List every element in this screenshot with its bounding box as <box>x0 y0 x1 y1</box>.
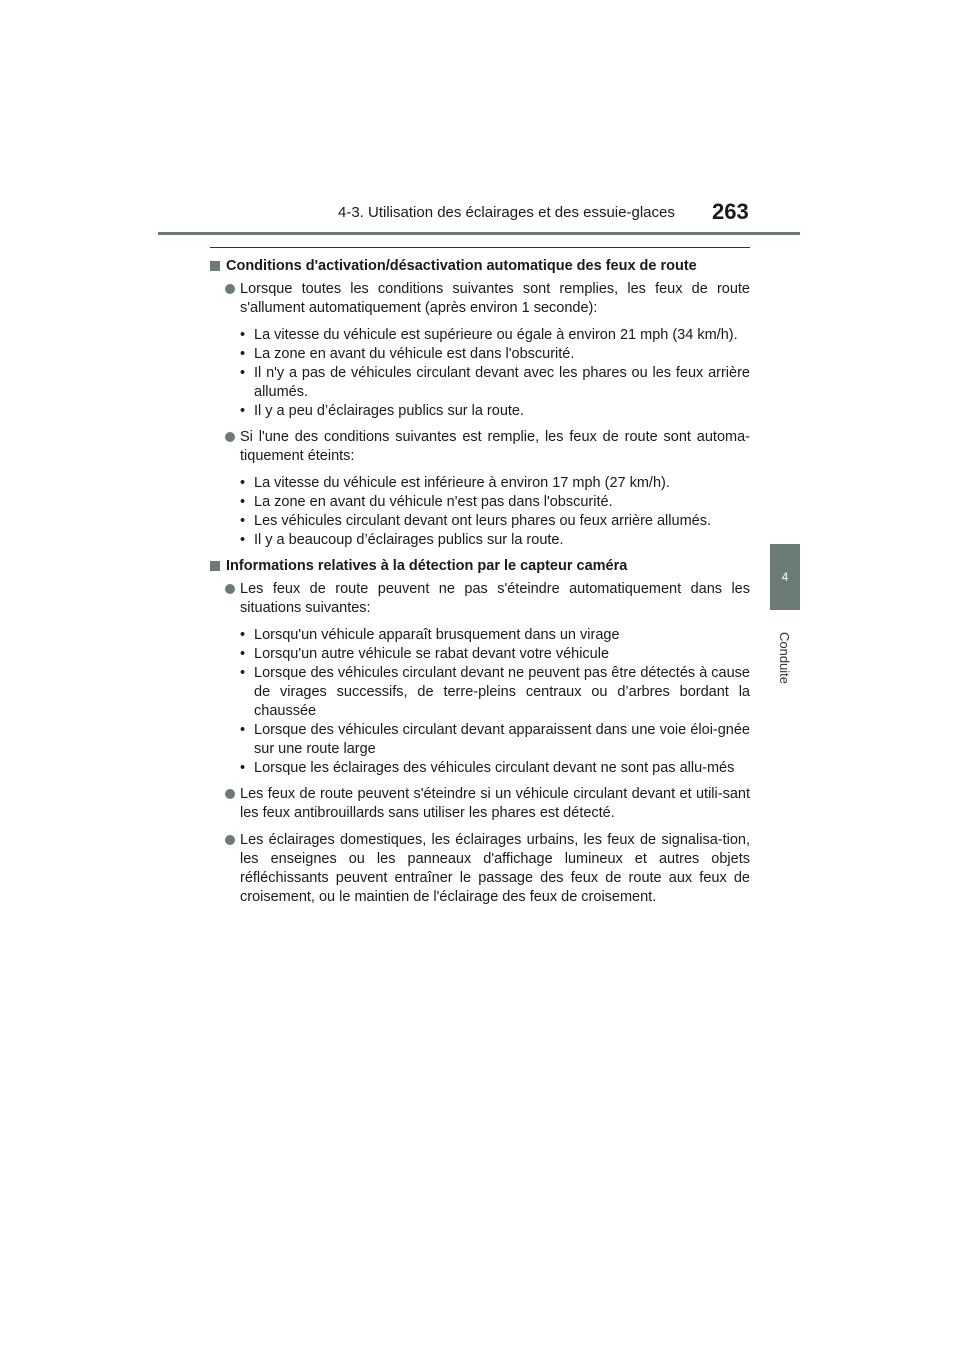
bullet-paragraph <box>210 580 750 618</box>
sub-list-item <box>240 645 750 664</box>
bullet-paragraph <box>210 428 750 466</box>
sub-item-text: Il n'y a pas de véhicules circulant devant avec les phares ou les feux arrière allumés. <box>254 365 750 400</box>
bullet-paragraph <box>210 280 750 318</box>
sub-list-item <box>240 493 750 512</box>
sub-item-text: Lorsqu'un véhicule apparaît brusquement dans un virage <box>254 627 620 643</box>
circle-bullet-icon <box>225 284 235 294</box>
bullet-text: Les feux de route peuvent s'éteindre si un véhicule circulant devant et utili-sant les feux antibrouillards sans utiliser les phares est détecté. <box>240 786 750 821</box>
dot-bullet-icon: • <box>240 760 246 776</box>
sub-list <box>240 326 750 421</box>
chapter-tab: 4 <box>770 544 800 610</box>
circle-bullet-icon <box>225 432 235 442</box>
content-divider <box>210 247 750 248</box>
sub-list <box>240 626 750 778</box>
dot-bullet-icon: • <box>240 627 246 643</box>
dot-bullet-icon: • <box>240 327 246 343</box>
sub-list-item <box>240 759 750 778</box>
circle-bullet-icon <box>225 835 235 845</box>
chapter-label: Conduite <box>777 631 792 685</box>
section-heading <box>210 557 750 576</box>
dot-bullet-icon: • <box>240 475 246 491</box>
sub-list-item <box>240 512 750 531</box>
sub-item-text: La vitesse du véhicule est inférieure à environ 17 mph (27 km/h). <box>254 475 670 491</box>
sub-list-item <box>240 326 750 345</box>
sub-list-item <box>240 364 750 402</box>
bullet-paragraph <box>210 831 750 907</box>
square-bullet-icon <box>210 561 220 571</box>
circle-bullet-icon <box>225 789 235 799</box>
dot-bullet-icon: • <box>240 513 246 529</box>
circle-bullet-icon <box>225 584 235 594</box>
dot-bullet-icon: • <box>240 532 246 548</box>
dot-bullet-icon: • <box>240 665 246 681</box>
bullet-text: Les éclairages domestiques, les éclairages urbains, les feux de signalisa-tion, les enseignes ou les panneaux d'affichage lumineux et autres objets réfléchissants peuvent entraîner le passage des feux de route aux feux de croisement, ou le maintien de l'éclairage des feux de croisement. <box>240 832 750 905</box>
sub-item-text: Lorsque les éclairages des véhicules circulant devant ne sont pas allu-més <box>254 760 735 776</box>
page-number: 263 <box>712 199 749 224</box>
sub-list-item <box>240 402 750 421</box>
dot-bullet-icon: • <box>240 646 246 662</box>
sub-item-text: Il y a beaucoup d’éclairages publics sur la route. <box>254 532 564 548</box>
sub-list-item <box>240 626 750 645</box>
bullet-text: Les feux de route peuvent ne pas s'éteindre automatiquement dans les situations suivantes: <box>240 581 750 616</box>
sub-list-item <box>240 721 750 759</box>
bullet-text: Si l'une des conditions suivantes est remplie, les feux de route sont automa-tiquement éteints: <box>240 429 750 464</box>
section-heading <box>210 257 750 276</box>
sub-list-item <box>240 345 750 364</box>
sub-item-text: La zone en avant du véhicule n'est pas dans l'obscurité. <box>254 494 613 510</box>
bullet-text: Lorsque toutes les conditions suivantes sont remplies, les feux de route s'allument automatiquement (après environ 1 seconde): <box>240 281 750 316</box>
square-bullet-icon <box>210 261 220 271</box>
sub-item-text: Lorsque des véhicules circulant devant ne peuvent pas être détectés à cause de virages successifs, de terre-pleins centraux ou d’arbres bordant la chaussée <box>254 665 750 719</box>
sub-item-text: La zone en avant du véhicule est dans l'obscurité. <box>254 346 575 362</box>
header-divider <box>158 232 800 235</box>
dot-bullet-icon: • <box>240 346 246 362</box>
sub-item-text: Il y a peu d’éclairages publics sur la route. <box>254 403 525 419</box>
section-title: Conditions d'activation/désactivation automatique des feux de route <box>226 258 697 274</box>
dot-bullet-icon: • <box>240 494 246 510</box>
section-title: Informations relatives à la détection par le capteur caméra <box>226 558 628 574</box>
dot-bullet-icon: • <box>240 403 246 419</box>
dot-bullet-icon: • <box>240 722 246 738</box>
sub-list <box>240 474 750 550</box>
sub-item-text: Lorsqu'un autre véhicule se rabat devant votre véhicule <box>254 646 610 662</box>
sub-item-text: Lorsque des véhicules circulant devant apparaissent dans une voie éloi-gnée sur une route large <box>254 722 750 757</box>
bullet-paragraph <box>210 785 750 823</box>
dot-bullet-icon: • <box>240 365 246 381</box>
content-body <box>210 257 750 915</box>
sub-list-item <box>240 531 750 550</box>
sub-list-item <box>240 474 750 493</box>
sub-item-text: Les véhicules circulant devant ont leurs phares ou feux arrière allumés. <box>254 513 711 529</box>
header-title: 4-3. Utilisation des éclairages et des essuie-glaces <box>338 204 675 221</box>
sub-item-text: La vitesse du véhicule est supérieure ou égale à environ 21 mph (34 km/h). <box>254 327 738 343</box>
sub-list-item <box>240 664 750 721</box>
